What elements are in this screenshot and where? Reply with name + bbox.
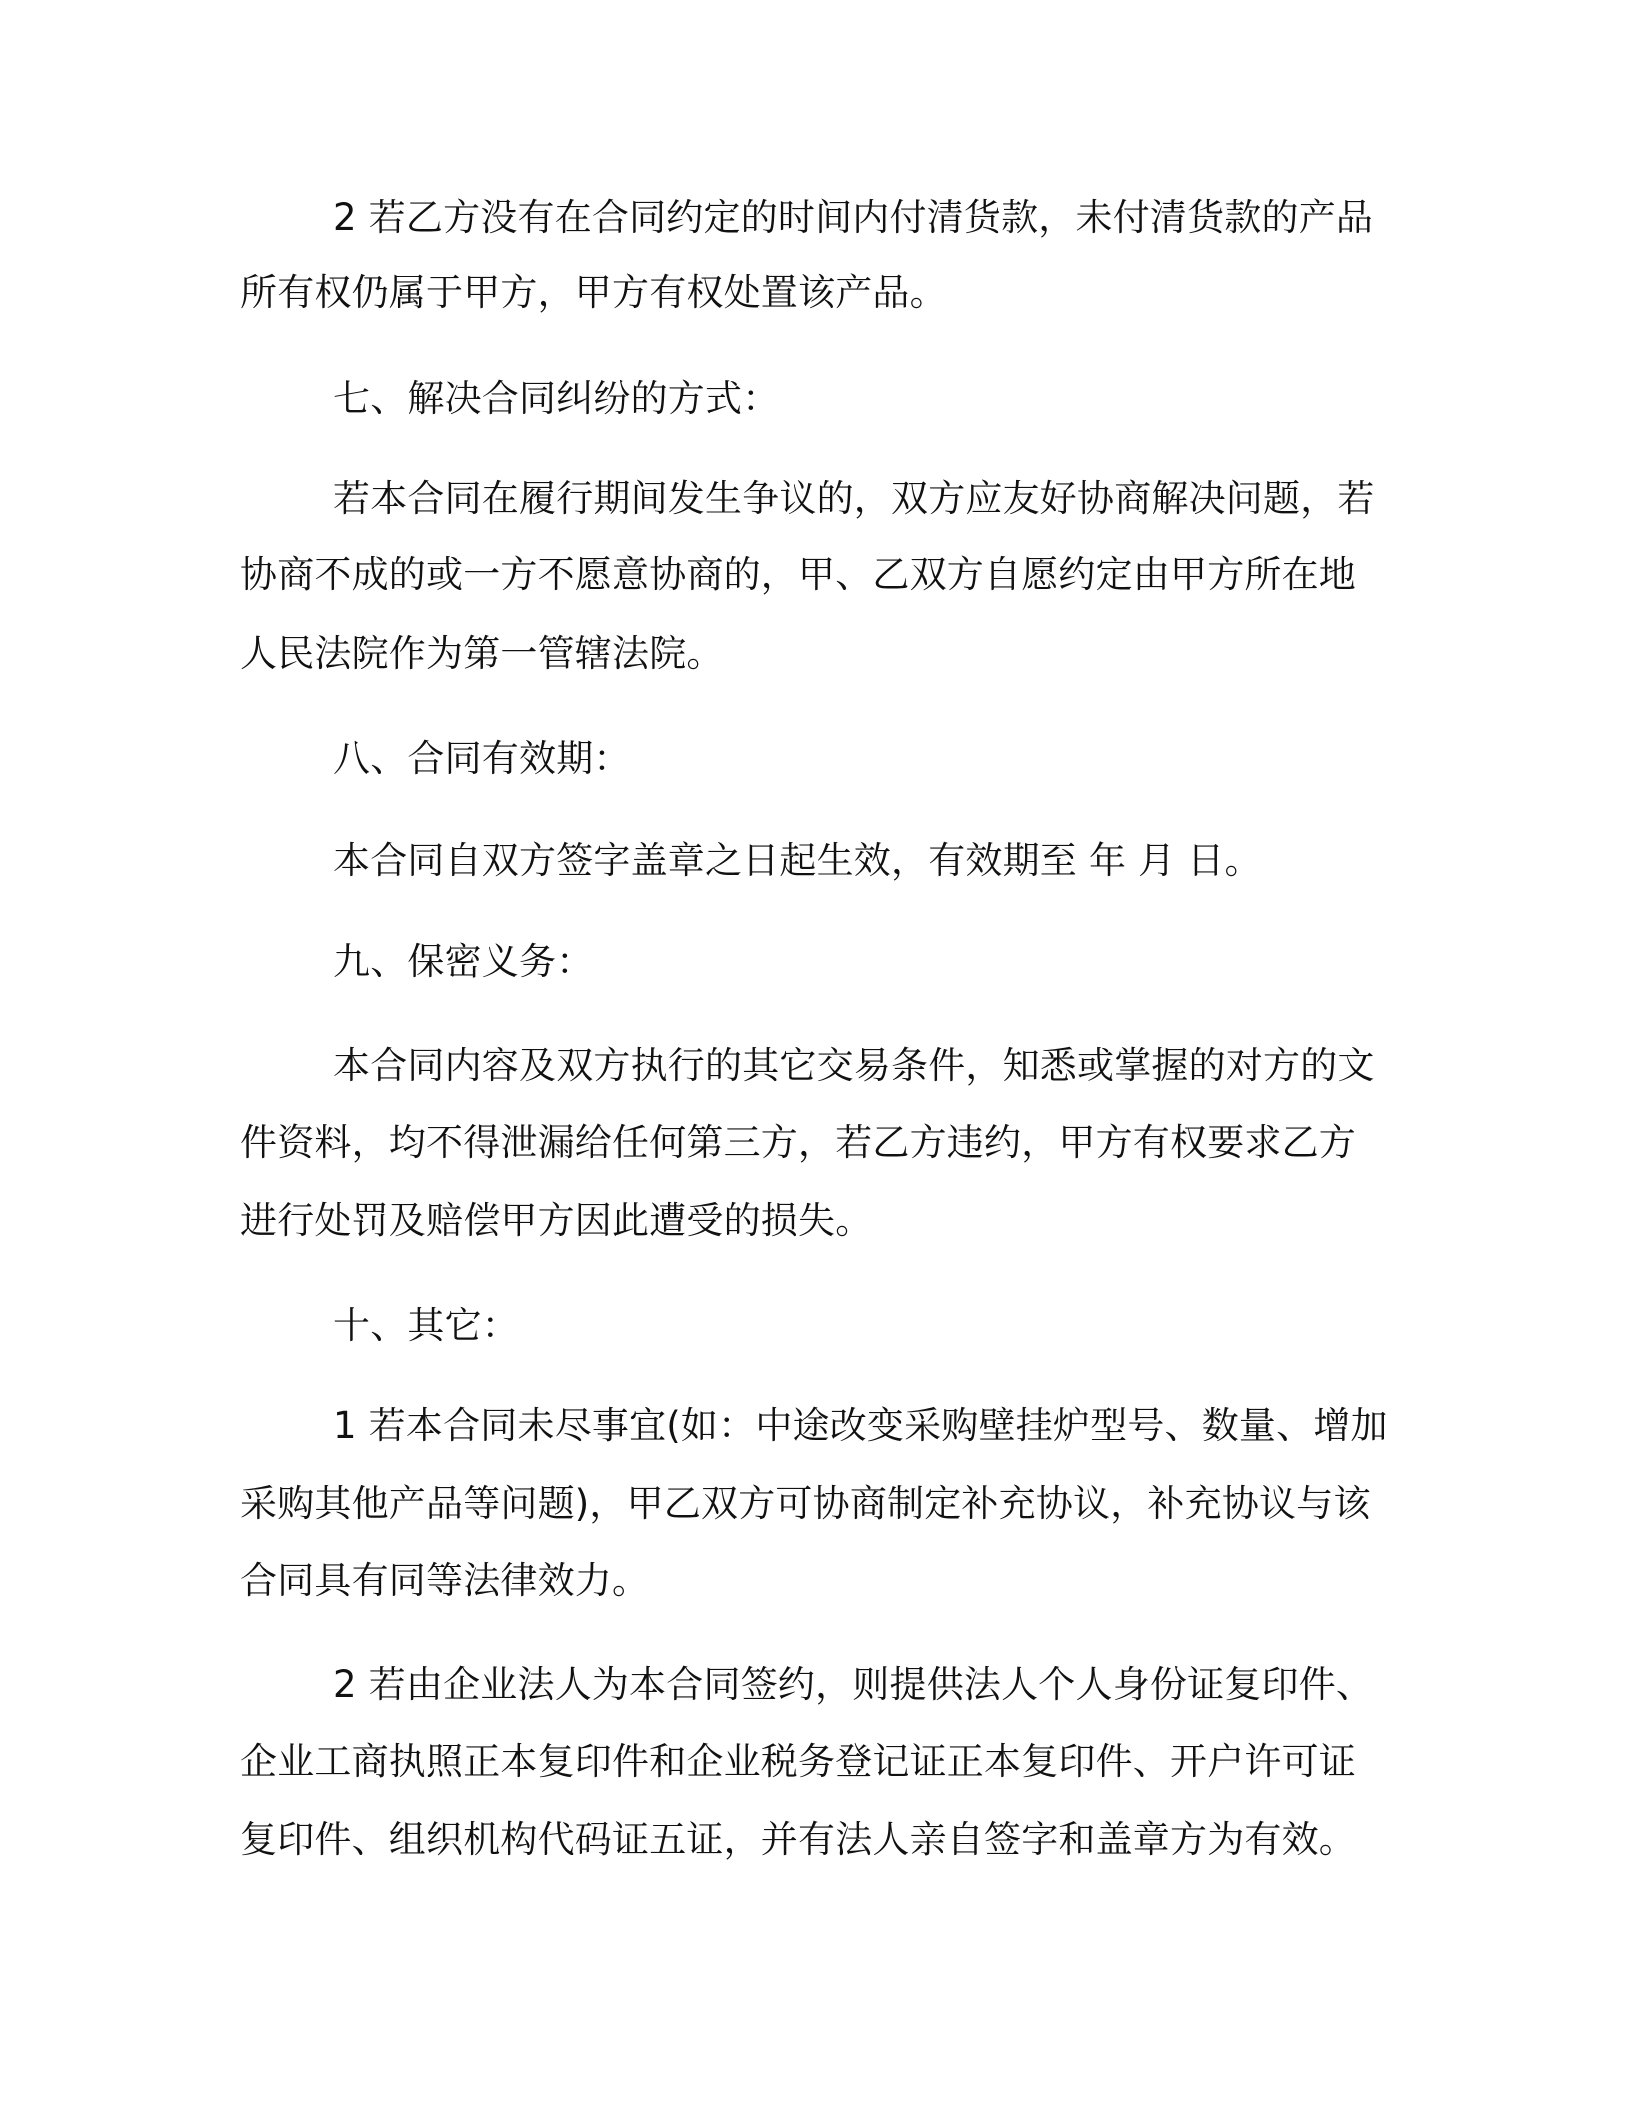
paragraph-line: 2 若乙方没有在合同约定的时间内付清货款，未付清货款的产品 bbox=[333, 196, 1374, 239]
paragraph-line: 1 若本合同未尽事宜(如：中途改变采购壁挂炉型号、数量、增加 bbox=[333, 1404, 1388, 1447]
paragraph-line: 企业工商执照正本复印件和企业税务登记证正本复印件、开户许可证 bbox=[240, 1740, 1356, 1783]
paragraph-line: 2 若由企业法人为本合同签约，则提供法人个人身份证复印件、 bbox=[333, 1663, 1374, 1706]
paragraph-line: 协商不成的或一方不愿意协商的，甲、乙双方自愿约定由甲方所在地 bbox=[240, 553, 1356, 596]
paragraph-line: 进行处罚及赔偿甲方因此遭受的损失。 bbox=[240, 1199, 873, 1242]
paragraph-line: 人民法院作为第一管辖法院。 bbox=[240, 632, 724, 675]
paragraph-line: 所有权仍属于甲方，甲方有权处置该产品。 bbox=[240, 271, 947, 314]
paragraph-line: 复印件、组织机构代码证五证，并有法人亲自签字和盖章方为有效。 bbox=[240, 1818, 1356, 1861]
paragraph-line: 本合同自双方签字盖章之日起生效，有效期至 年 月 日。 bbox=[333, 839, 1262, 882]
section-heading: 九、保密义务： bbox=[333, 940, 594, 983]
paragraph-line: 采购其他产品等问题)，甲乙双方可协商制定补充协议，补充协议与该 bbox=[240, 1482, 1371, 1525]
paragraph-line: 合同具有同等法律效力。 bbox=[240, 1559, 650, 1602]
section-heading: 八、合同有效期： bbox=[333, 737, 631, 780]
paragraph-line: 本合同内容及双方执行的其它交易条件，知悉或掌握的对方的文 bbox=[333, 1044, 1375, 1087]
paragraph-line: 件资料，均不得泄漏给任何第三方，若乙方违约，甲方有权要求乙方 bbox=[240, 1121, 1356, 1164]
section-heading: 七、解决合同纠纷的方式： bbox=[333, 377, 780, 420]
section-heading: 十、其它： bbox=[333, 1304, 519, 1347]
paragraph-line: 若本合同在履行期间发生争议的，双方应友好协商解决问题，若 bbox=[333, 477, 1375, 520]
